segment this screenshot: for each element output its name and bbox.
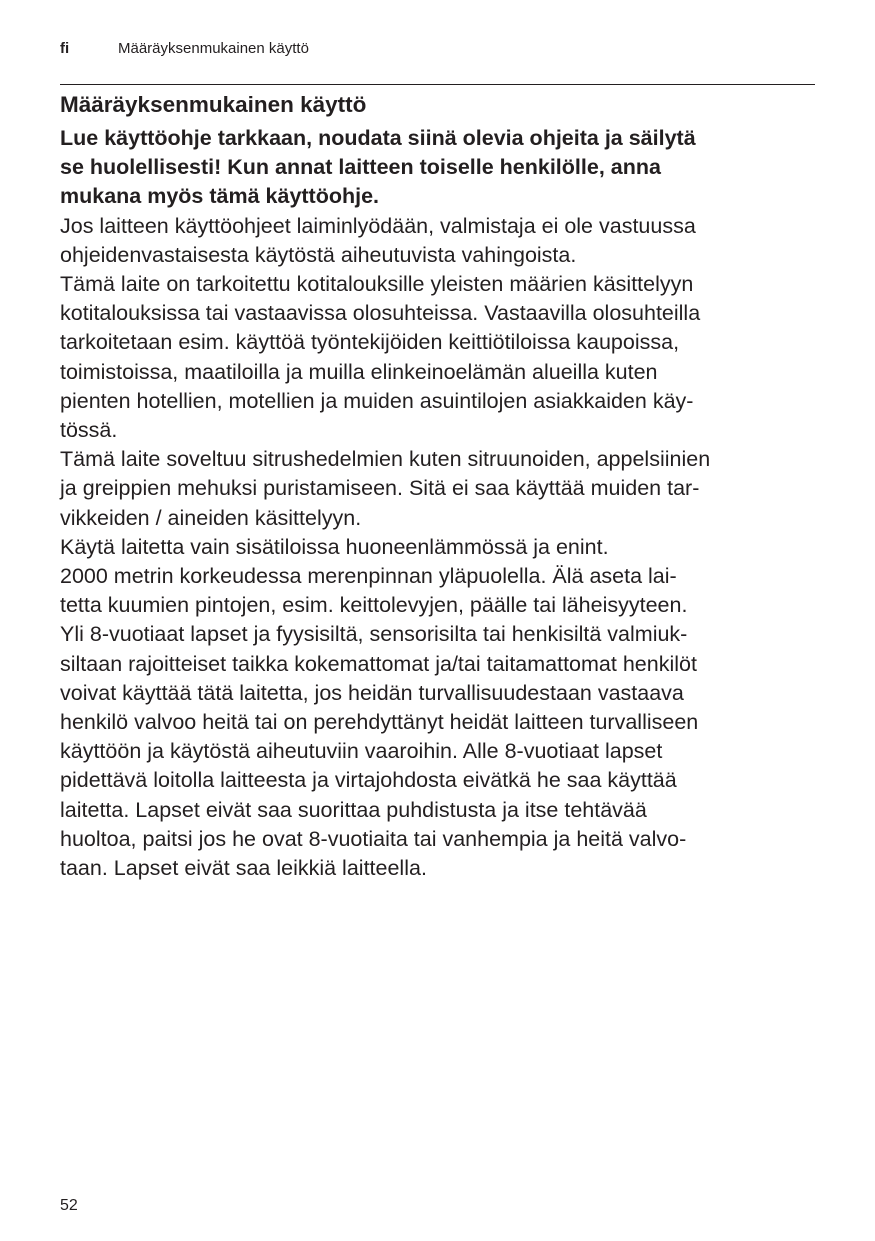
text-line: pienten hotellien, motellien ja muiden asuintilojen asiakkaiden käy- — [60, 388, 694, 413]
running-header-title: Määräyksenmukainen käyttö — [118, 40, 309, 57]
running-header — [60, 40, 309, 58]
text-line: toimistoissa, maatiloilla ja muilla elinkeinoelämän alueilla kuten — [60, 359, 658, 384]
text-line: Jos laitteen käyttöohjeet laiminlyödään, valmistaja ei ole vastuussa — [60, 213, 696, 238]
text-line: Käytä laitetta vain sisätiloissa huoneenlämmössä ja enint. — [60, 534, 609, 559]
lead-line: mukana myös tämä käyttöohje. — [60, 184, 380, 209]
text-line: taan. Lapset eivät saa leikkiä laitteella. — [60, 856, 427, 881]
text-line: henkilö valvoo heitä tai on perehdyttänyt heidät laitteen turvalliseen — [60, 710, 699, 735]
lead-line: Lue käyttöohje tarkkaan, noudata siinä olevia ohjeita ja säilytä — [60, 126, 696, 150]
text-line: vikkeiden / aineiden käsittelyyn. — [60, 505, 362, 530]
text-line: Tämä laite soveltuu sitrushedelmien kuten sitruunoiden, appelsiinien — [60, 447, 711, 472]
header-rule — [60, 84, 815, 85]
text-line: ohjeidenvastaisesta käytöstä aiheutuvista vahingoista. — [60, 242, 577, 267]
text-line: laitetta. Lapset eivät saa suorittaa puhdistusta ja itse tehtävää — [60, 797, 647, 822]
text-line: huoltoa, paitsi jos he ovat 8-vuotiaita tai vanhempia ja heitä valvo- — [60, 826, 687, 851]
text-line: siltaan rajoitteiset taikka kokemattomat ja/tai taitamattomat henkilöt — [60, 651, 697, 676]
text-line: tetta kuumien pintojen, esim. keittolevyjen, päälle tai läheisyyteen. — [60, 593, 688, 618]
paragraph-manufacturer-liability — [60, 212, 820, 270]
paragraph-children-safety — [60, 620, 820, 883]
text-line: ja greippien mehuksi puristamiseen. Sitä ei saa käyttää muiden tar- — [60, 476, 700, 501]
text-line: pidettävä loitolla laitteesta ja virtajohdosta eivätkä he saa käyttää — [60, 768, 677, 793]
page-number: 52 — [60, 1197, 78, 1214]
main-content — [60, 89, 820, 883]
text-line: Yli 8-vuotiaat lapset ja fyysisiltä, sensorisilta tai henkisiltä valmiuk- — [60, 622, 688, 647]
text-line: Tämä laite on tarkoitettu kotitalouksille yleisten määrien käsittelyyn — [60, 272, 694, 297]
lead-line: se huolellisesti! Kun annat laitteen toiselle henkilölle, anna — [60, 155, 661, 180]
text-line: käyttöön ja käytöstä aiheutuviin vaaroihin. Alle 8-vuotiaat lapset — [60, 739, 663, 764]
section-title: Määräyksenmukainen käyttö — [60, 92, 367, 117]
text-line: voivat käyttää tätä laitetta, jos heidän turvallisuudestaan vastaava — [60, 680, 684, 705]
paragraph-citrus-use — [60, 445, 820, 533]
lead-paragraph — [60, 124, 820, 212]
text-line: kotitalouksissa tai vastaavissa olosuhteissa. Vastaavilla olosuhteilla — [60, 301, 701, 326]
language-code: fi — [60, 40, 70, 57]
text-line: tössä. — [60, 418, 118, 443]
text-line: 2000 metrin korkeudessa merenpinnan yläpuolella. Älä aseta lai- — [60, 564, 677, 589]
paragraph-household-use — [60, 270, 820, 445]
text-line: tarkoitetaan esim. käyttöä työntekijöiden keittiötiloissa kaupoissa, — [60, 330, 680, 355]
paragraph-indoor-use — [60, 533, 820, 621]
